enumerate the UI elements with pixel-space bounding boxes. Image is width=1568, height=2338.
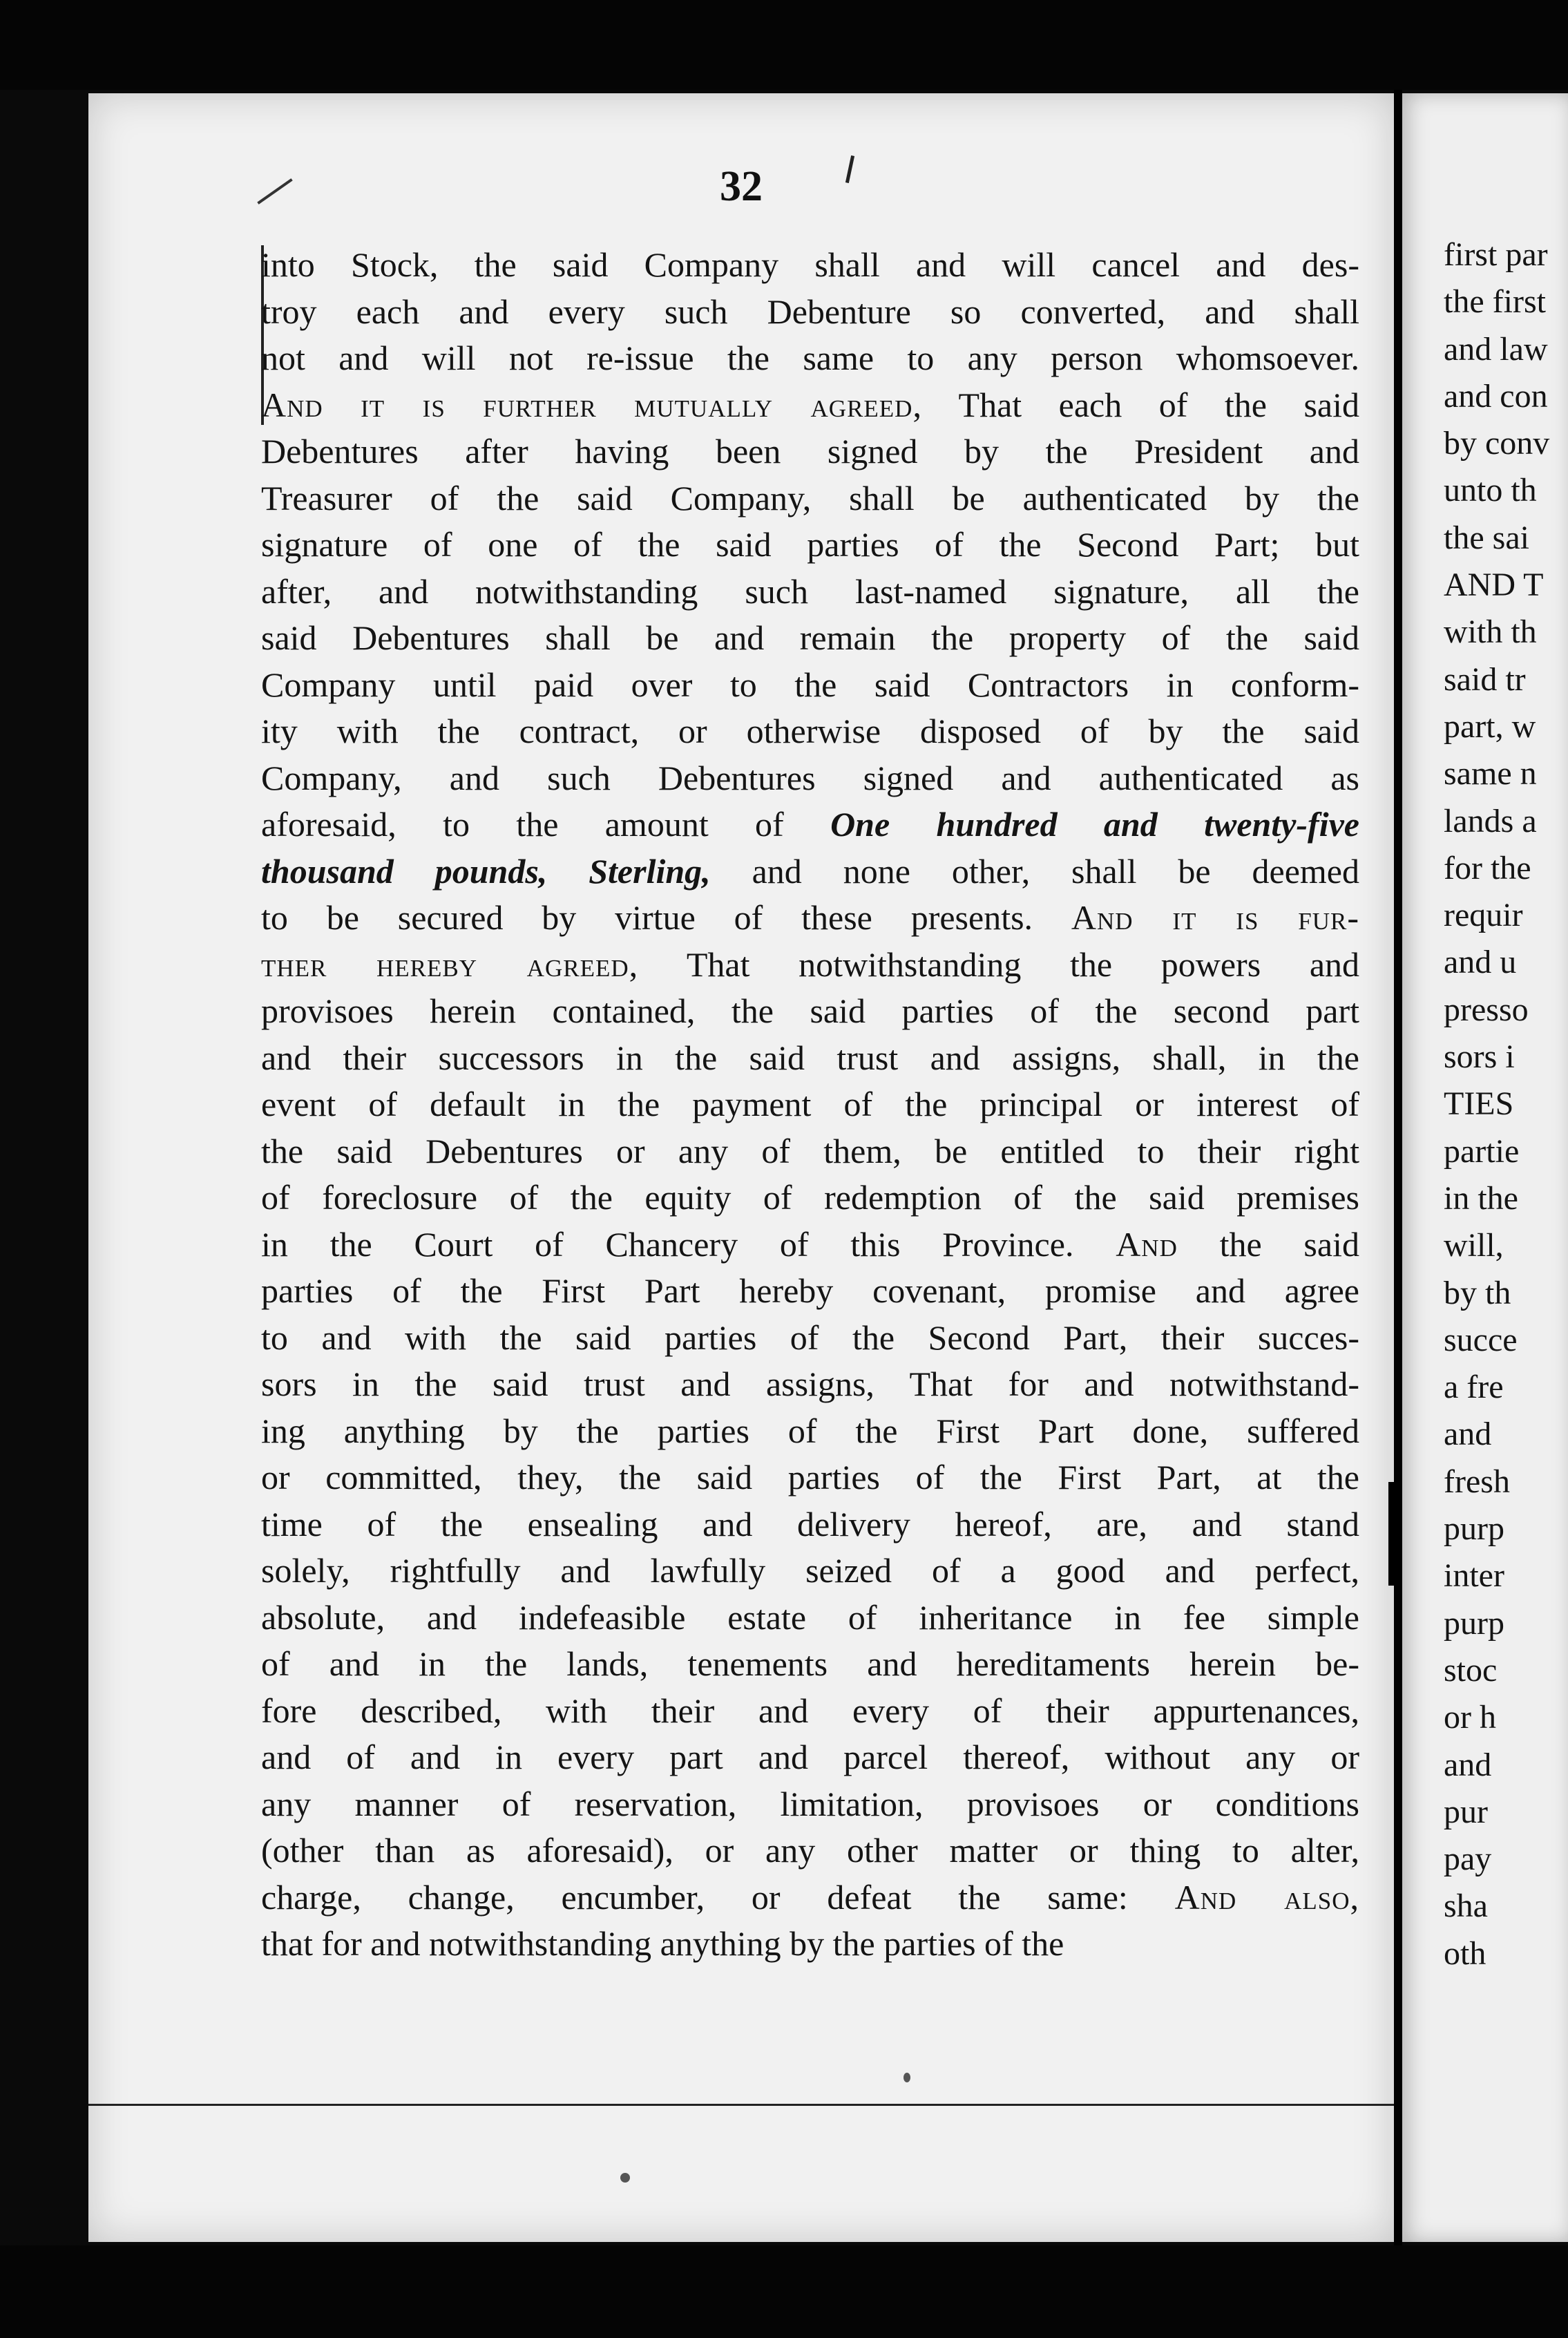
right-page-line: the first <box>1444 283 1546 321</box>
text-line <box>261 988 1359 1035</box>
text-line <box>261 522 1359 569</box>
text-line <box>261 1454 1359 1501</box>
body-text <box>261 242 1359 1968</box>
right-page-line: by th <box>1444 1274 1511 1311</box>
text-run: That each of the said <box>921 385 1359 424</box>
right-page-line: requir <box>1444 897 1523 934</box>
text-run: Company until paid over to the said Contractors in conform- <box>261 665 1359 704</box>
text-run: absolute, and indefeasible estate of inheritance in fee simple <box>261 1597 1359 1637</box>
right-page-line: purp <box>1444 1510 1504 1548</box>
text-line <box>261 1128 1359 1175</box>
ink-speck <box>620 2173 630 2183</box>
text-run: Treasurer of the said Company, shall be authenticated by the <box>261 478 1359 517</box>
text-run: Debentures after having been signed by the President and <box>261 432 1359 471</box>
text-run: solely, rightfully and lawfully seized of a good and perfect, <box>261 1551 1359 1590</box>
right-page-line: succe <box>1444 1321 1518 1358</box>
text-run: and their successors in the said trust and assigns, shall, in the <box>261 1038 1359 1077</box>
text-run: charge, change, encumber, or defeat the same: <box>261 1877 1175 1917</box>
right-page-line: stoc <box>1444 1651 1498 1689</box>
text-run: Company, and such Debentures signed and authenticated as <box>261 758 1359 797</box>
right-page-line: purp <box>1444 1604 1504 1642</box>
right-page-line: said tr <box>1444 660 1526 698</box>
text-run: to be secured by virtue of these presents. <box>261 898 1071 937</box>
italic-run: One hundred and twenty-five <box>830 805 1359 844</box>
text-run: not and will not re-issue the same to any person whomsoever. <box>261 339 1359 377</box>
text-line <box>261 335 1359 382</box>
right-page-line: will, <box>1444 1227 1504 1264</box>
text-run: to and with the said parties of the Second Part, their succes- <box>261 1318 1359 1357</box>
right-page-line: TIES <box>1444 1085 1514 1123</box>
right-page-line: the sai <box>1444 519 1529 556</box>
text-line <box>261 1081 1359 1128</box>
text-line <box>261 382 1359 429</box>
text-line <box>261 755 1359 802</box>
scan-top-border <box>0 0 1568 90</box>
page-number: 32 <box>720 163 763 210</box>
text-run: said Debentures shall be and remain the property of the said <box>261 618 1359 657</box>
right-page-text <box>1444 231 1568 1977</box>
text-line <box>261 1734 1359 1781</box>
text-line <box>261 289 1359 336</box>
right-page-line: a fre <box>1444 1369 1504 1406</box>
text-line <box>261 1641 1359 1688</box>
right-page-line: fresh <box>1444 1463 1510 1500</box>
text-line <box>261 615 1359 662</box>
text-line <box>261 569 1359 616</box>
text-line <box>261 1827 1359 1874</box>
text-line <box>261 1175 1359 1222</box>
text-line <box>261 942 1359 989</box>
page-gutter <box>1394 90 1402 2245</box>
small-caps-run: And it is further mutually agreed, <box>261 385 922 424</box>
text-line <box>261 708 1359 755</box>
text-run: any manner of reservation, limitation, provisoes or conditions <box>261 1784 1359 1823</box>
right-page <box>1402 93 1568 2242</box>
text-line <box>261 1361 1359 1408</box>
italic-run: thousand pounds, Sterling, <box>261 851 711 891</box>
text-run: ing anything by the parties of the First Part done, suffered <box>261 1411 1359 1450</box>
small-caps-run: And it is fur- <box>1071 898 1359 937</box>
right-page-line: and con <box>1444 377 1548 415</box>
text-line <box>261 428 1359 475</box>
small-caps-run: And also, <box>1174 1877 1359 1917</box>
right-page-line: sha <box>1444 1888 1488 1925</box>
right-page-line: in the <box>1444 1179 1518 1217</box>
small-caps-run: ther hereby agreed, <box>261 944 639 984</box>
right-page-line: same n <box>1444 755 1537 792</box>
text-run: in the Court of Chancery of this Province. <box>261 1224 1116 1264</box>
ink-speck <box>903 2073 910 2082</box>
text-run: after, and notwithstanding such last-named signature, all the <box>261 571 1359 611</box>
text-run: and none other, shall be deemed <box>710 851 1359 891</box>
text-line <box>261 1315 1359 1362</box>
right-page-line: partie <box>1444 1132 1520 1170</box>
text-run: that for and notwithstanding anything by the parties of the <box>261 1924 1064 1963</box>
right-page-line: and <box>1444 1746 1492 1783</box>
right-page-line: AND T <box>1444 567 1544 604</box>
text-line <box>261 895 1359 942</box>
text-line <box>261 1035 1359 1082</box>
text-run: into Stock, the said Company shall and will cancel and des- <box>261 245 1359 284</box>
right-page-line: first par <box>1444 236 1548 273</box>
small-caps-run: And <box>1116 1224 1178 1264</box>
text-line <box>261 662 1359 709</box>
text-run: of foreclosure of the equity of redemption of the said premises <box>261 1178 1359 1217</box>
text-line <box>261 848 1359 895</box>
text-line <box>261 1874 1359 1921</box>
right-page-line: pur <box>1444 1793 1488 1830</box>
text-line <box>261 1921 1359 1968</box>
text-run: (other than as aforesaid), or any other matter or thing to alter, <box>261 1831 1359 1870</box>
text-run: sors in the said trust and assigns, That for and notwithstand- <box>261 1365 1359 1403</box>
text-run: event of default in the payment of the principal or interest of <box>261 1085 1359 1123</box>
text-run: parties of the First Part hereby covenant, promise and agree <box>261 1271 1359 1310</box>
right-page-line: or h <box>1444 1699 1496 1736</box>
text-run: time of the ensealing and delivery hereof, are, and stand <box>261 1504 1359 1543</box>
text-line <box>261 1548 1359 1595</box>
right-page-line: by conv <box>1444 425 1550 462</box>
text-line <box>261 1688 1359 1735</box>
text-line <box>261 1595 1359 1642</box>
text-run: the said Debentures or any of them, be entitled to their right <box>261 1131 1359 1170</box>
text-run: ity with the contract, or otherwise disposed of by the said <box>261 712 1359 750</box>
text-run: provisoes herein contained, the said parties of the second part <box>261 991 1359 1030</box>
text-line <box>261 1501 1359 1548</box>
right-page-line: and law <box>1444 330 1548 368</box>
right-page-line: unto th <box>1444 472 1537 509</box>
text-run: That notwithstanding the powers and <box>638 944 1359 984</box>
text-run: and of and in every part and parcel thereof, without any or <box>261 1738 1359 1776</box>
bottom-rule <box>88 2104 1394 2106</box>
text-run: or committed, they, the said parties of the First Part, at the <box>261 1458 1359 1496</box>
text-run: fore described, with their and every of their appurtenances, <box>261 1691 1359 1730</box>
scan-bottom-border <box>0 2245 1568 2338</box>
right-page-line: and <box>1444 1416 1492 1453</box>
spine-shadow <box>1388 1482 1402 1586</box>
right-page-line: part, w <box>1444 707 1536 745</box>
right-page-line: inter <box>1444 1557 1504 1595</box>
text-line <box>261 801 1359 848</box>
text-run: aforesaid, to the amount of <box>261 805 831 844</box>
right-page-line: sors i <box>1444 1038 1515 1076</box>
left-page <box>88 93 1394 2242</box>
text-line <box>261 242 1359 289</box>
text-run: signature of one of the said parties of the Second Part; but <box>261 525 1359 564</box>
right-page-line: with th <box>1444 614 1537 651</box>
right-page-line: pay <box>1444 1841 1492 1878</box>
right-page-line: and u <box>1444 944 1517 981</box>
text-run: of and in the lands, tenements and hereditaments herein be- <box>261 1644 1359 1683</box>
text-line <box>261 475 1359 522</box>
right-page-line: for the <box>1444 849 1531 886</box>
text-line <box>261 1222 1359 1268</box>
text-run: the said <box>1177 1224 1359 1264</box>
right-page-line: oth <box>1444 1935 1486 1972</box>
text-line <box>261 1268 1359 1315</box>
text-line <box>261 1781 1359 1828</box>
right-page-line: presso <box>1444 991 1529 1028</box>
text-run: troy each and every such Debenture so converted, and shall <box>261 292 1359 331</box>
right-page-line: lands a <box>1444 802 1537 839</box>
text-line <box>261 1408 1359 1455</box>
